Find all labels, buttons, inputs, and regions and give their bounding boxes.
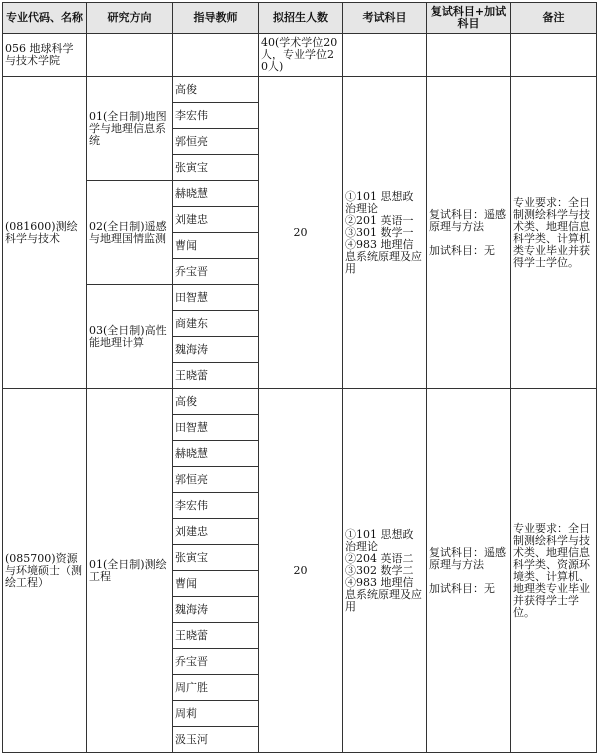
teacher-cell: 乔宝晋 (173, 649, 259, 675)
teacher-cell: 高俊 (173, 389, 259, 415)
header-cell: 专业代码、名称 (3, 3, 87, 34)
teacher-cell: 刘建忠 (173, 207, 259, 233)
direction-cell: 01(全日制)地图学与地理信息系统 (87, 77, 173, 181)
teacher-cell: 赫晓慧 (173, 181, 259, 207)
teacher-row (3, 389, 597, 415)
teacher-cell: 汲玉河 (173, 727, 259, 753)
direction-cell: 02(全日制)遥感与地理国情监测 (87, 181, 173, 285)
teacher-cell: 田智慧 (173, 415, 259, 441)
direction-cell: 03(全日制)高性能地理计算 (87, 285, 173, 389)
teacher-cell: 商建东 (173, 311, 259, 337)
teacher-cell: 赫晓慧 (173, 441, 259, 467)
header-cell: 拟招生人数 (259, 3, 343, 34)
teacher-cell: 魏海涛 (173, 337, 259, 363)
major-name-cell: (085700)资源与环境硕士（测绘工程） (3, 389, 87, 753)
teacher-row (3, 77, 597, 103)
teacher-cell: 张寅宝 (173, 155, 259, 181)
teacher-cell: 张寅宝 (173, 545, 259, 571)
quota-cell: 20 (259, 77, 343, 389)
note-cell: 专业要求：全日制测绘科学与技术类、地理信息科学类、计算机类专业毕业并获得学士学位。 (511, 77, 597, 389)
teacher-cell: 高俊 (173, 77, 259, 103)
table-body (3, 34, 597, 753)
direction-cell: 01(全日制)测绘工程 (87, 389, 173, 753)
quota-cell: 20 (259, 389, 343, 753)
header-cell: 备注 (511, 3, 597, 34)
teacher-cell: 郭恒亮 (173, 129, 259, 155)
exam-subjects-cell: ①101 思想政治理论 ②201 英语一 ③301 数学一 ④983 地理信息系统原理及应用 (343, 77, 427, 389)
teacher-cell: 魏海涛 (173, 597, 259, 623)
major-name-cell: (081600)测绘科学与技术 (3, 77, 87, 389)
teacher-cell: 曹闻 (173, 233, 259, 259)
teacher-cell: 李宏伟 (173, 103, 259, 129)
teacher-cell: 曹闻 (173, 571, 259, 597)
header-cell: 复试科目+加试科目 (427, 3, 511, 34)
note-cell: 专业要求：全日制测绘科学与技术类、地理信息科学类、资源环境类、计算机、地理类专业毕业并获得学士学位。 (511, 389, 597, 753)
teacher-cell: 李宏伟 (173, 493, 259, 519)
school-name-cell: 056 地球科学与技术学院 (3, 34, 87, 77)
admissions-table (2, 2, 597, 753)
retest-subjects-cell: 复试科目：遥感原理与方法 加试科目：无 (427, 389, 511, 753)
exam-subjects-cell: ①101 思想政治理论 ②204 英语二 ③302 数学二 ④983 地理信息系统原理及应用 (343, 389, 427, 753)
header-cell: 指导教师 (173, 3, 259, 34)
teacher-cell: 刘建忠 (173, 519, 259, 545)
teacher-cell: 王晓蕾 (173, 363, 259, 389)
teacher-cell: 田智慧 (173, 285, 259, 311)
teacher-cell: 郭恒亮 (173, 467, 259, 493)
retest-subjects-cell: 复试科目：遥感原理与方法 加试科目：无 (427, 77, 511, 389)
teacher-cell: 乔宝晋 (173, 259, 259, 285)
header-cell: 研究方向 (87, 3, 173, 34)
school-quota-cell: 40(学术学位20人，专业学位20人) (259, 34, 343, 77)
teacher-cell: 周莉 (173, 701, 259, 727)
header-cell: 考试科目 (343, 3, 427, 34)
header-row (3, 3, 597, 34)
school-row (3, 34, 597, 77)
teacher-cell: 王晓蕾 (173, 623, 259, 649)
teacher-cell: 周广胜 (173, 675, 259, 701)
